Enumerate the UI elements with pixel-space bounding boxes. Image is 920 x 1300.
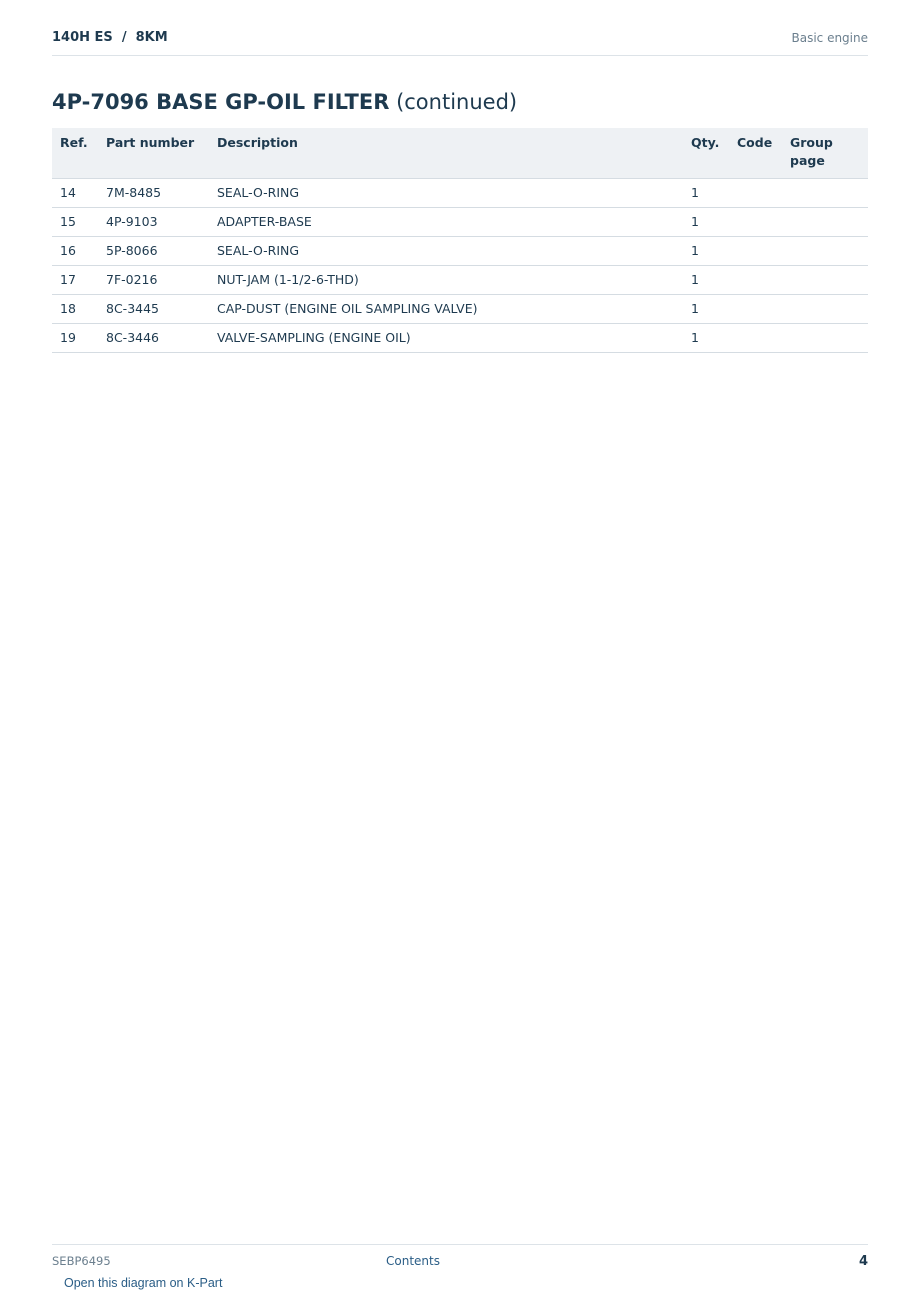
cell-qty: 1 bbox=[683, 324, 729, 353]
table-row bbox=[52, 295, 868, 324]
table-row bbox=[52, 237, 868, 266]
cell-description: CAP-DUST (ENGINE OIL SAMPLING VALVE) bbox=[209, 295, 683, 324]
cell-group-page bbox=[782, 208, 868, 237]
kpart-diagram-link[interactable]: Open this diagram on K-Part bbox=[64, 1276, 223, 1290]
table-row bbox=[52, 179, 868, 208]
cell-part-number: 4P-9103 bbox=[98, 208, 209, 237]
cell-description: ADAPTER-BASE bbox=[209, 208, 683, 237]
table-row bbox=[52, 208, 868, 237]
header-qty: Qty. bbox=[683, 128, 729, 179]
cell-ref: 14 bbox=[52, 179, 98, 208]
assembly-title: 4P-7096 BASE GP-OIL FILTER bbox=[52, 90, 390, 114]
cell-description: NUT-JAM (1-1/2-6-THD) bbox=[209, 266, 683, 295]
cell-qty: 1 bbox=[683, 208, 729, 237]
cell-code bbox=[729, 237, 782, 266]
cell-code bbox=[729, 295, 782, 324]
header-description: Description bbox=[209, 128, 683, 179]
page-header bbox=[52, 28, 868, 56]
cell-group-page bbox=[782, 324, 868, 353]
cell-part-number: 8C-3446 bbox=[98, 324, 209, 353]
cell-part-number: 5P-8066 bbox=[98, 237, 209, 266]
cell-part-number: 7M-8485 bbox=[98, 179, 209, 208]
header-ref: Ref. bbox=[52, 128, 98, 179]
cell-group-page bbox=[782, 237, 868, 266]
cell-qty: 1 bbox=[683, 179, 729, 208]
cell-qty: 1 bbox=[683, 266, 729, 295]
cell-ref: 19 bbox=[52, 324, 98, 353]
continued-label: (continued) bbox=[389, 90, 518, 114]
model-label: 140H ES / 8KM bbox=[52, 30, 168, 45]
header-code: Code bbox=[729, 128, 782, 179]
section-label: Basic engine bbox=[791, 31, 868, 45]
cell-ref: 18 bbox=[52, 295, 98, 324]
cell-ref: 15 bbox=[52, 208, 98, 237]
cell-qty: 1 bbox=[683, 237, 729, 266]
page-footer bbox=[52, 1244, 868, 1270]
page-number: 4 bbox=[858, 1254, 868, 1269]
cell-description: SEAL-O-RING bbox=[209, 179, 683, 208]
cell-ref: 16 bbox=[52, 237, 98, 266]
cell-ref: 17 bbox=[52, 266, 98, 295]
cell-code bbox=[729, 179, 782, 208]
table-row bbox=[52, 266, 868, 295]
cell-description: SEAL-O-RING bbox=[209, 237, 683, 266]
table-row bbox=[52, 324, 868, 353]
cell-code bbox=[729, 208, 782, 237]
cell-group-page bbox=[782, 179, 868, 208]
cell-group-page bbox=[782, 266, 868, 295]
cell-part-number: 7F-0216 bbox=[98, 266, 209, 295]
header-group-page: Group page bbox=[782, 128, 868, 179]
document-number: SEBP6495 bbox=[52, 1254, 111, 1268]
contents-link[interactable]: Contents bbox=[386, 1254, 440, 1268]
parts-table bbox=[52, 128, 868, 353]
header-part-number: Part number bbox=[98, 128, 209, 179]
table-header-row bbox=[52, 128, 868, 179]
cell-code bbox=[729, 324, 782, 353]
cell-code bbox=[729, 266, 782, 295]
cell-description: VALVE-SAMPLING (ENGINE OIL) bbox=[209, 324, 683, 353]
cell-part-number: 8C-3445 bbox=[98, 295, 209, 324]
cell-group-page bbox=[782, 295, 868, 324]
page-title bbox=[52, 90, 517, 114]
cell-qty: 1 bbox=[683, 295, 729, 324]
